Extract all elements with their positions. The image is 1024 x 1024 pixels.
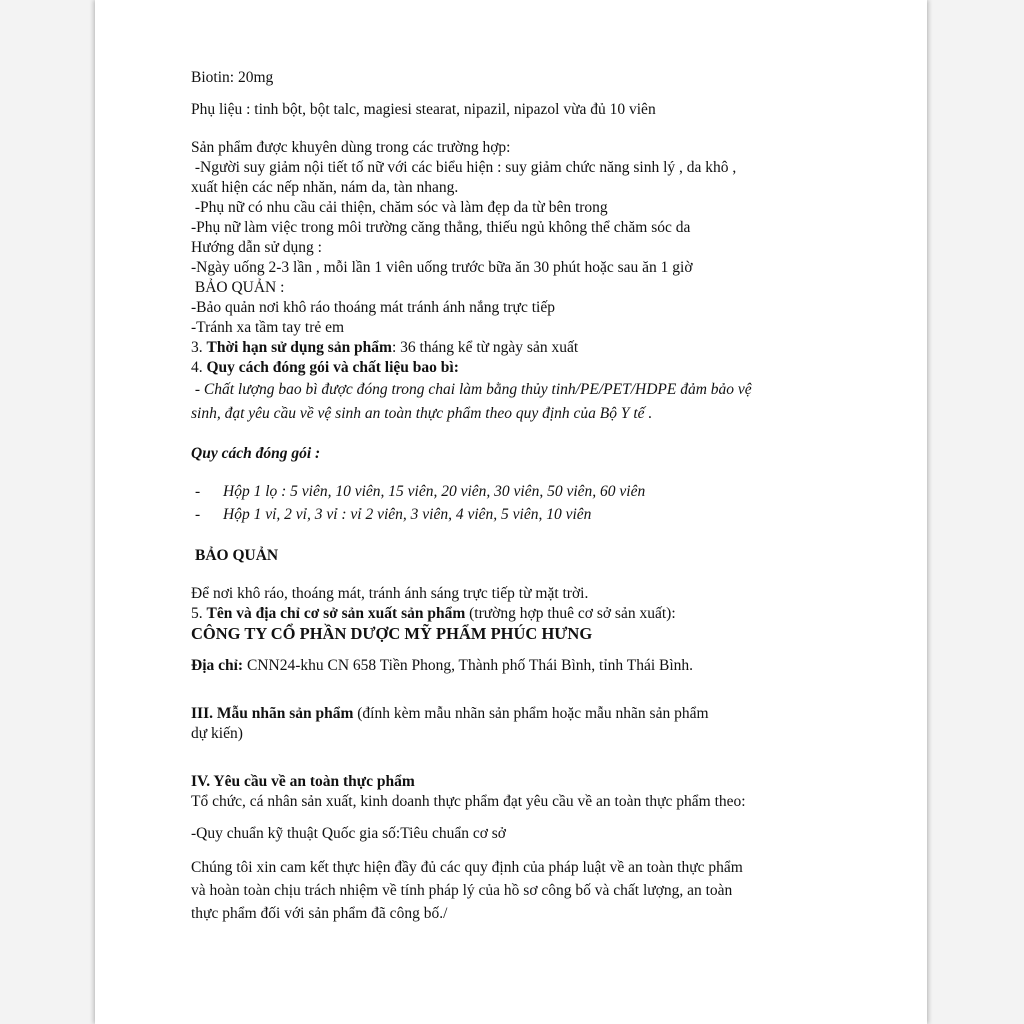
section-4-label: Quy cách đóng gói và chất liệu bao bì [206,359,454,376]
packing-list [191,482,841,525]
storage-heading: BẢO QUẢN : [191,279,285,296]
section-3: 3. Thời hạn sử dụng sản phẩm: 36 tháng kể từ ngày sản xuất [191,339,579,356]
section-iii-cont: dự kiến) [191,725,243,742]
section-5-label: Tên và địa chỉ cơ sở sản xuất sản phẩm [206,605,466,622]
section-5: 5. Tên và địa chỉ cơ sở sản xuất sản phẩm (trường hợp thuê cơ sở sản xuất): [191,605,676,622]
company-name: CÔNG TY CỔ PHẦN DƯỢC MỸ PHẨM PHÚC HƯNG [191,624,593,643]
section-iv-line-1: Tổ chức, cá nhân sản xuất, kinh doanh thực phẩm đạt yêu cầu về an toàn thực phẩm theo: [191,793,746,810]
list-item: - Hộp 1 vỉ, 2 vỉ, 3 vỉ : vỉ 2 viên, 3 viên, 4 viên, 5 viên, 10 viên [195,506,592,523]
storage-2-line: Để nơi khô ráo, thoáng mát, tránh ánh sáng trực tiếp từ mặt trời. [191,585,589,602]
section-3-label: Thời hạn sử dụng sản phẩm [206,339,392,356]
storage-line-2: -Tránh xa tầm tay trẻ em [191,319,345,336]
usage-heading: Hướng dẫn sử dụng : [191,239,322,256]
section-iv-label: IV. Yêu cầu về an toàn thực phẩm [191,773,415,790]
section-4-desc-2: sinh, đạt yêu cầu về vệ sinh an toàn thực phẩm theo quy định của Bộ Y tế . [191,405,653,422]
usage-line: -Ngày uống 2-3 lần , mỗi lần 1 viên uống trước bữa ăn 30 phút hoặc sau ăn 1 giờ [191,259,693,276]
list-item: - Hộp 1 lọ : 5 viên, 10 viên, 15 viên, 20 viên, 30 viên, 50 viên, 60 viên [195,483,646,500]
storage-2-heading: BẢO QUẢN [195,547,279,564]
section-4: 4. Quy cách đóng gói và chất liệu bao bì: [191,359,459,376]
packing-heading: Quy cách đóng gói : [191,445,321,462]
recommended-item-1: -Người suy giảm nội tiết tố nữ với các biểu hiện : suy giảm chức năng sinh lý , da khô , [191,159,737,176]
recommended-item-2: -Phụ nữ có nhu cầu cải thiện, chăm sóc và làm đẹp da từ bên trong [191,199,608,216]
section-4-desc-1: - Chất lượng bao bì được đóng trong chai làm bằng thủy tinh/PE/PET/HDPE đảm bảo vệ [191,381,752,398]
commitment-line-3: thực phẩm đối với sản phẩm đã công bố./ [191,905,448,922]
recommended-item-3: -Phụ nữ làm việc trong môi trường căng thẳng, thiếu ngủ không thể chăm sóc da [191,219,691,236]
biotin-line: Biotin: 20mg [191,69,274,86]
section-iv-line-2: -Quy chuẩn kỹ thuật Quốc gia số:Tiêu chuẩn cơ sở [191,825,507,842]
section-iii: III. Mẫu nhãn sản phẩm (đính kèm mẫu nhãn sản phẩm hoặc mẫu nhãn sản phẩm [191,705,709,722]
document-page [95,0,927,1024]
recommended-intro: Sản phẩm được khuyên dùng trong các trường hợp: [191,139,511,156]
section-iii-label: III. Mẫu nhãn sản phẩm [191,705,354,722]
commitment-line-2: và hoàn toàn chịu trách nhiệm về tính pháp lý của hồ sơ công bố và chất lượng, an toàn [191,882,733,899]
commitment-line-1: Chúng tôi xin cam kết thực hiện đầy đủ các quy định của pháp luật về an toàn thực phẩm [191,859,743,876]
document-body [191,68,841,925]
company-address: Địa chỉ: CNN24-khu CN 658 Tiền Phong, Thành phố Thái Bình, tỉnh Thái Bình. [191,657,694,674]
excipients-line: Phụ liệu : tinh bột, bột talc, magiesi stearat, nipazil, nipazol vừa đủ 10 viên [191,101,656,118]
storage-line-1: -Bảo quản nơi khô ráo thoáng mát tránh ánh nắng trực tiếp [191,299,555,316]
recommended-item-1-cont: xuất hiện các nếp nhăn, nám da, tàn nhang. [191,179,459,196]
